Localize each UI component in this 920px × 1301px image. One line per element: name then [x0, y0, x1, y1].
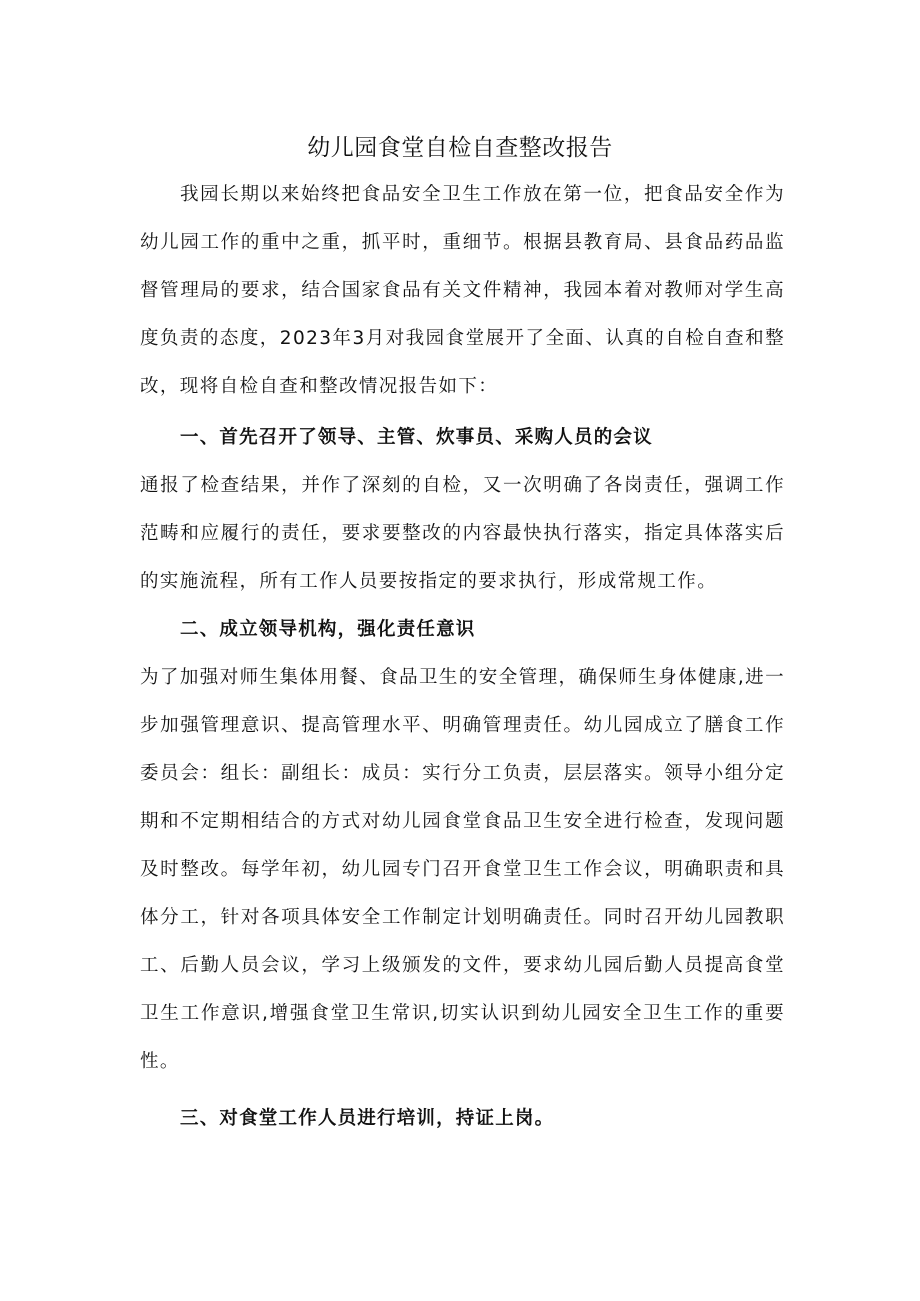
section-1-heading: 一、首先召开了领导、主管、炊事员、采购人员的会议 — [180, 427, 653, 448]
intro-paragraph: 我园长期以来始终把食品安全卫生工作放在第一位，把食品安全作为幼儿园工作的重中之重，抓平时，重细节。根据县教育局、县食品药品监督管理局的要求，结合国家食品有关文件精神，我园本着对教师对学生高度负责的态度，2023年3月对我园食堂展开了全面、认真的自检自查和整改，现将自检自查和整改情况报告如下： — [140, 184, 785, 397]
document-title: 幼儿园食堂自检自查整改报告 — [307, 135, 613, 161]
section-3-heading: 三、对食堂工作人员进行培训，持证上岗。 — [180, 1108, 555, 1129]
section-1-paragraph: 通报了检查结果，并作了深刻的自检，又一次明确了各岗责任，强调工作范畴和应履行的责任，要求要整改的内容最快执行落实，指定具体落实后的实施流程，所有工作人员要按指定的要求执行，形成常规工作。 — [140, 475, 785, 592]
section-2-paragraph: 为了加强对师生集体用餐、食品卫生的安全管理，确保师生身体健康,进一步加强管理意识、提高管理水平、明确管理责任。幼儿园成立了膳食工作委员会：组长：副组长：成员：实行分工负责，层层落实。领导小组分定期和不定期相结合的方式对幼儿园食堂食品卫生安全进行检查，发现问题及时整改。每学年初，幼儿园专门召开食堂卫生工作会议，明确职责和具体分工，针对各项具体安全工作制定计划明确责任。同时召开幼儿园教职工、后勤人员会议，学习上级颁发的文件，要求幼儿园后勤人员提高食堂卫生工作意识,增强食堂卫生常识,切实认识到幼儿园安全卫生工作的重要性。 — [140, 667, 785, 1072]
section-2-heading: 二、成立领导机构，强化责任意识 — [180, 619, 476, 640]
